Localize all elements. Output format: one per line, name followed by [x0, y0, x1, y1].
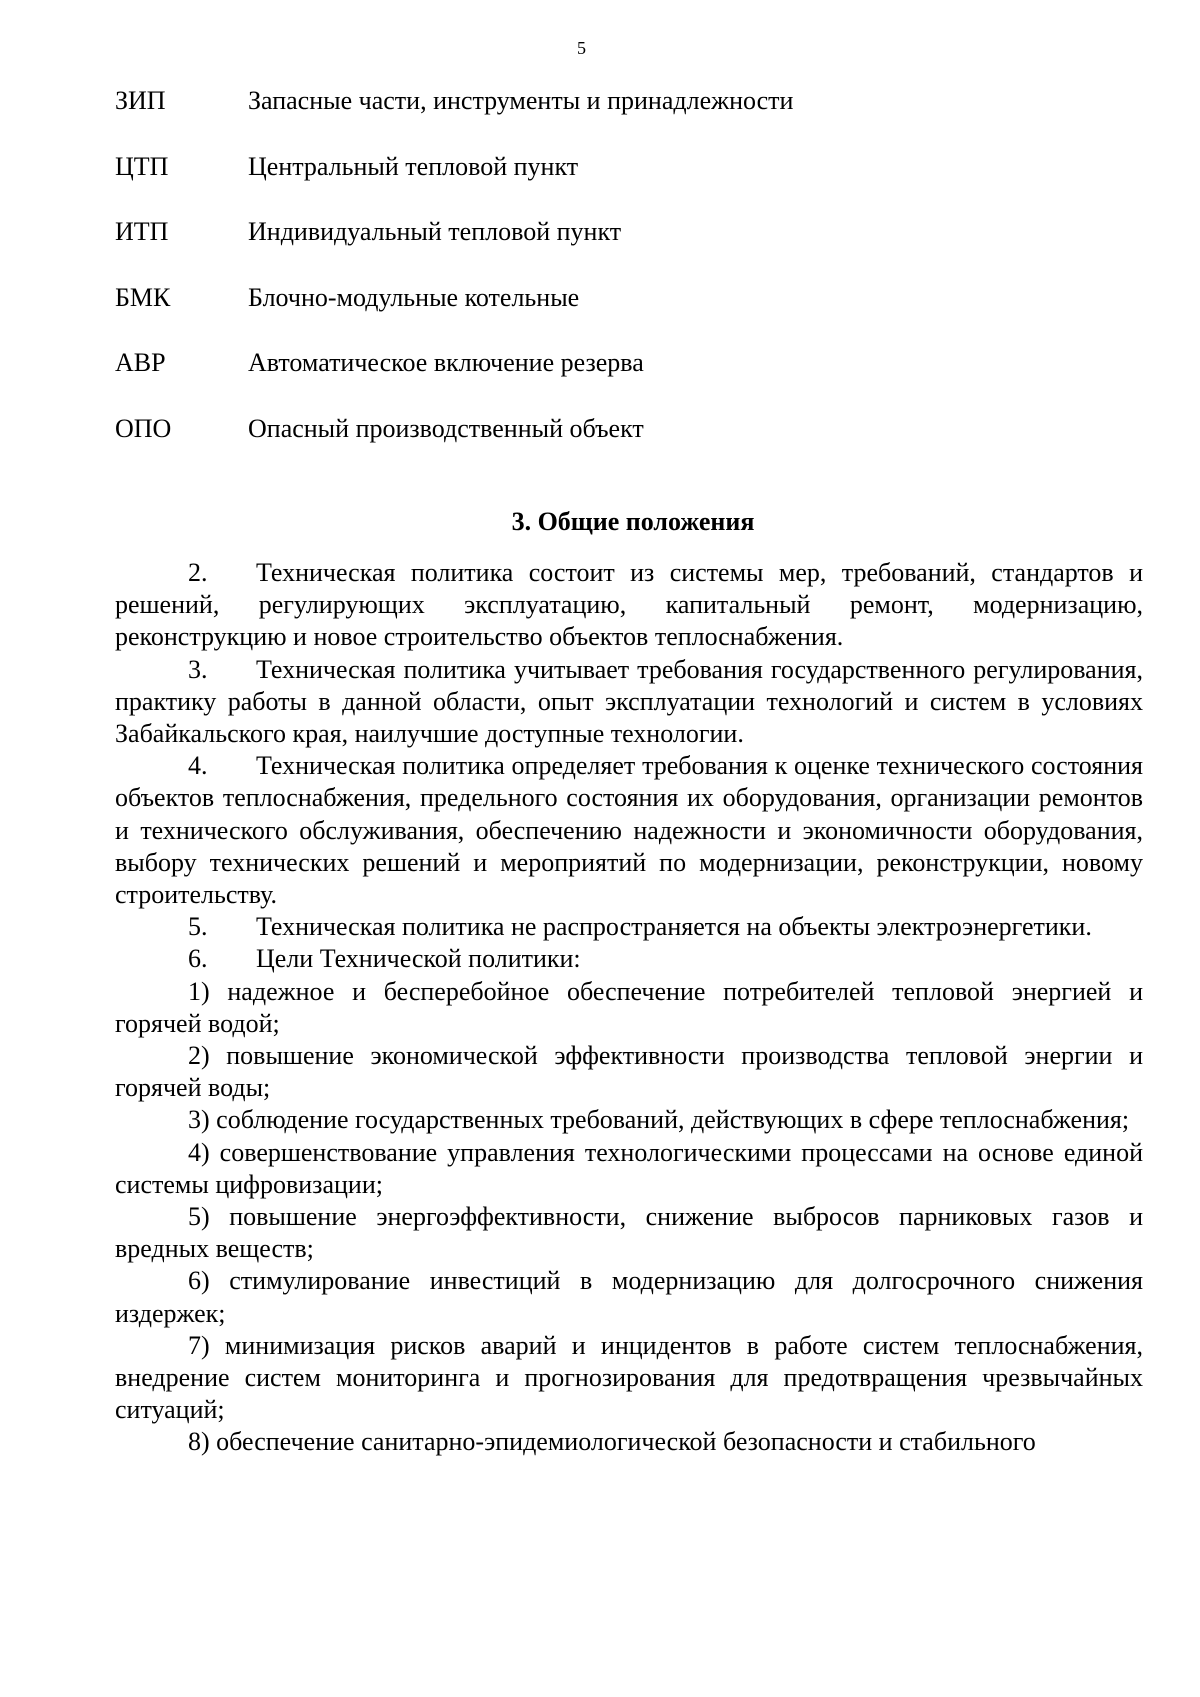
numbered-paragraph [115, 557, 1143, 654]
paragraph-number: 5. [188, 912, 208, 942]
abbreviation-definition: Центральный тепловой пункт [248, 151, 579, 181]
abbreviation-term: ЗИП [115, 86, 166, 115]
paragraph-text: Техническая политика не распространяется на объекты электроэнергетики. [256, 912, 1092, 942]
section-title: 3. Общие положения [511, 507, 755, 536]
abbreviation-row [115, 410, 1115, 476]
paragraph-text: Техническая политика состоит из системы мер, требований, стандартов и решений, регулирующих эксплуатацию, капитальный ремонт, модернизацию, реконструкцию и новое строительство объектов теплоснабжения. [115, 558, 1143, 652]
abbreviation-term: ИТП [115, 217, 169, 247]
section-body [115, 557, 1143, 1459]
abbreviation-term: АВР [115, 348, 166, 378]
paragraph-number: 6. [188, 944, 208, 974]
abbreviation-row [115, 213, 1115, 279]
page-number: 5 [577, 38, 586, 58]
abbreviation-definition: Запасные части, инструменты и принадлежности [248, 86, 794, 115]
abbreviation-term: ЦТП [115, 151, 169, 181]
goal-list-item: 2) повышение экономической эффективности производства тепловой энергии и горячей воды; [115, 1041, 1143, 1103]
abbreviation-term: ОПО [115, 413, 172, 443]
numbered-paragraph [115, 911, 1143, 943]
goal-list-item: 8) обеспечение санитарно-эпидемиологической безопасности и стабильного [188, 1427, 1036, 1457]
goal-list-item: 6) стимулирование инвестиций в модернизацию для долгосрочного снижения издержек; [115, 1266, 1143, 1328]
abbreviation-row [115, 82, 1115, 148]
paragraph-number: 3. [188, 654, 208, 684]
paragraph-number: 4. [188, 751, 208, 781]
numbered-paragraph [115, 750, 1143, 911]
goal-list-item: 1) надежное и бесперебойное обеспечение потребителей тепловой энергией и горячей водой; [115, 976, 1143, 1038]
paragraph-text: Цели Технической политики: [256, 944, 581, 974]
goal-list-item: 7) минимизация рисков аварий и инцидентов в работе систем теплоснабжения, внедрение систем мониторинга и прогнозирования для предотвращения чрезвычайных ситуаций; [115, 1330, 1143, 1425]
abbreviation-definition: Индивидуальный тепловой пункт [248, 217, 622, 247]
abbreviation-row [115, 148, 1115, 214]
abbreviation-definition: Опасный производственный объект [248, 413, 644, 443]
abbreviation-term: БМК [115, 282, 171, 312]
numbered-paragraph [115, 943, 1143, 975]
abbreviation-definition: Автоматическое включение резерва [248, 348, 644, 378]
abbreviation-row [115, 344, 1115, 410]
paragraph-text: Техническая политика учитывает требования государственного регулирования, практику работы в данной области, опыт эксплуатации технологий и систем в условиях Забайкальского края, наилучшие доступные технологии. [115, 654, 1143, 749]
abbreviation-list [115, 82, 1115, 476]
abbreviation-definition: Блочно-модульные котельные [248, 282, 580, 312]
goal-list-item: 5) повышение энергоэффективности, снижение выбросов парниковых газов и вредных веществ; [115, 1202, 1143, 1264]
numbered-paragraph [115, 654, 1143, 751]
goal-list-item: 4) совершенствование управления технологическими процессами на основе единой системы цифровизации; [115, 1137, 1143, 1199]
abbreviation-row [115, 279, 1115, 345]
paragraph-text: Техническая политика определяет требования к оценке технического состояния объектов теплоснабжения, предельного состояния их оборудования, организации ремонтов и технического обслуживания, обеспечению надежности и экономичности оборудования, выбору технических решений и мероприятий по модернизации, реконструкции, новому строительству. [115, 751, 1143, 910]
goal-list-item: 3) соблюдение государственных требований, действующих в сфере теплоснабжения; [188, 1105, 1130, 1135]
paragraph-number: 2. [188, 558, 208, 587]
